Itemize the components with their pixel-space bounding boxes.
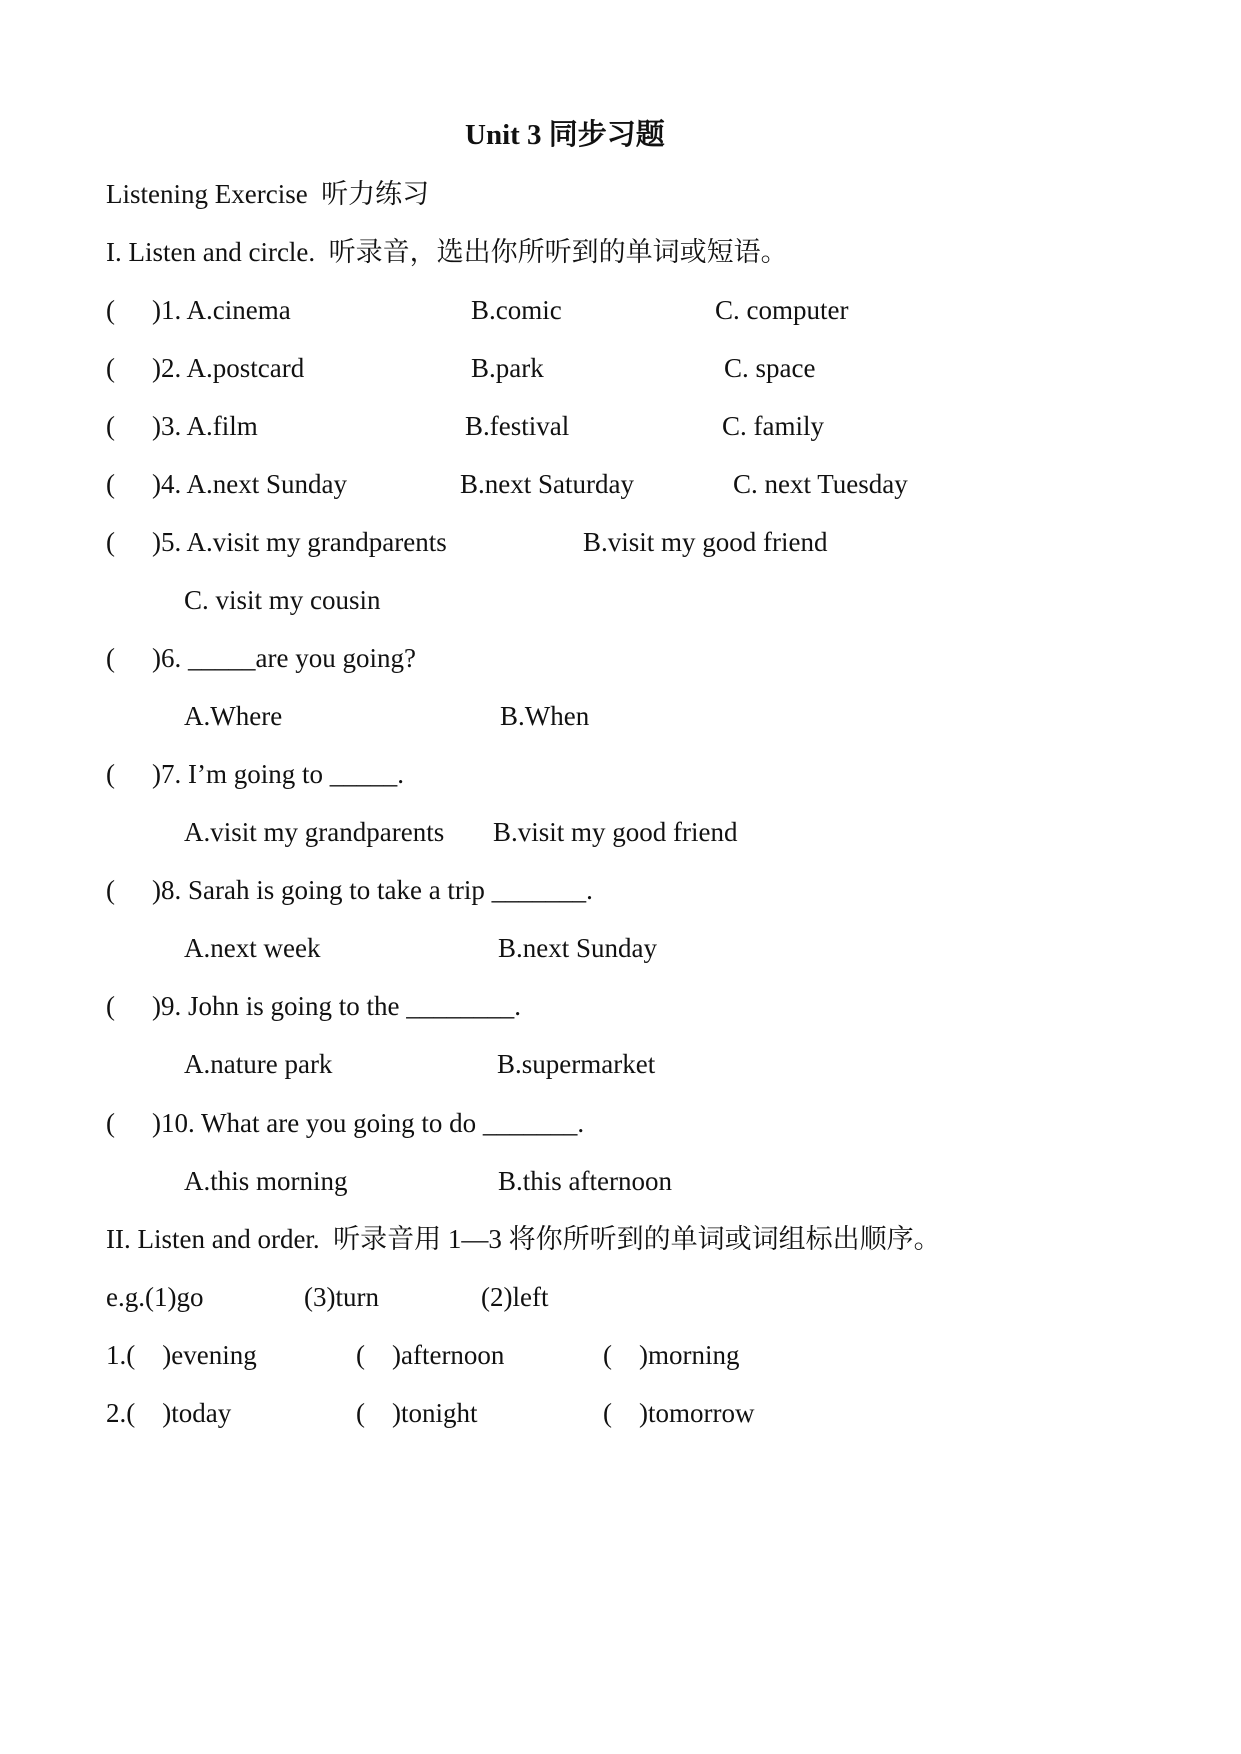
question-stem: )5. A.visit my grandparents xyxy=(152,527,447,557)
question-stem: )6. _____are you going? xyxy=(152,643,416,673)
question-paren: ( xyxy=(106,1108,115,1138)
example-item-a: e.g.(1)go xyxy=(106,1282,204,1312)
order-item-c: ( )morning xyxy=(603,1340,740,1370)
question-stem: )2. A.postcard xyxy=(152,353,305,383)
option-b: B.next Sunday xyxy=(498,933,657,963)
option-a: A.this morning xyxy=(184,1166,348,1196)
example-item-c: (2)left xyxy=(481,1282,549,1312)
question-stem: )3. A.film xyxy=(152,411,258,441)
option-b: B.visit my good friend xyxy=(493,817,738,847)
question-stem: )10. What are you going to do _______. xyxy=(152,1108,585,1138)
option-a: A.nature park xyxy=(184,1049,333,1079)
option-c: C. next Tuesday xyxy=(733,469,908,499)
question-stem: )4. A.next Sunday xyxy=(152,469,347,499)
question-paren: ( xyxy=(106,527,115,557)
option-a: A.Where xyxy=(184,701,283,731)
question-stem: )9. John is going to the ________. xyxy=(152,991,521,1021)
part2-heading: II. Listen and order. 听录音用 1—3 将你所听到的单词或词组标出顺序。 xyxy=(106,1224,941,1254)
option-b: B.visit my good friend xyxy=(583,527,828,557)
option-c: C. family xyxy=(722,411,824,441)
order-item-b: ( )tonight xyxy=(356,1398,478,1428)
option-b: B.this afternoon xyxy=(498,1166,672,1196)
order-item-a: 1.( )evening xyxy=(106,1340,257,1370)
question-paren: ( xyxy=(106,759,115,789)
order-item-c: ( )tomorrow xyxy=(603,1398,755,1428)
option-c: C. visit my cousin xyxy=(184,585,381,615)
option-b: B.park xyxy=(471,353,544,383)
option-b: B.next Saturday xyxy=(460,469,634,499)
option-b: B.When xyxy=(500,701,590,731)
option-c: C. computer xyxy=(715,295,849,325)
example-item-b: (3)turn xyxy=(304,1282,379,1312)
question-paren: ( xyxy=(106,643,115,673)
page-title: Unit 3 同步习题 xyxy=(465,119,665,151)
question-stem: )8. Sarah is going to take a trip _______. xyxy=(152,875,593,905)
option-b: B.supermarket xyxy=(497,1049,656,1079)
question-paren: ( xyxy=(106,411,115,441)
question-paren: ( xyxy=(106,353,115,383)
question-paren: ( xyxy=(106,991,115,1021)
order-item-b: ( )afternoon xyxy=(356,1340,505,1370)
question-paren: ( xyxy=(106,469,115,499)
option-b: B.comic xyxy=(471,295,562,325)
question-stem: )7. I’m going to _____. xyxy=(152,759,404,789)
question-stem: )1. A.cinema xyxy=(152,295,291,325)
option-a: A.visit my grandparents xyxy=(184,817,445,847)
option-c: C. space xyxy=(724,353,816,383)
option-a: A.next week xyxy=(184,933,321,963)
question-paren: ( xyxy=(106,295,115,325)
option-b: B.festival xyxy=(465,411,570,441)
section-heading: Listening Exercise 听力练习 xyxy=(106,179,430,209)
order-item-a: 2.( )today xyxy=(106,1398,232,1428)
question-paren: ( xyxy=(106,875,115,905)
part1-heading: I. Listen and circle. 听录音，选出你所听到的单词或短语。 xyxy=(106,237,788,267)
